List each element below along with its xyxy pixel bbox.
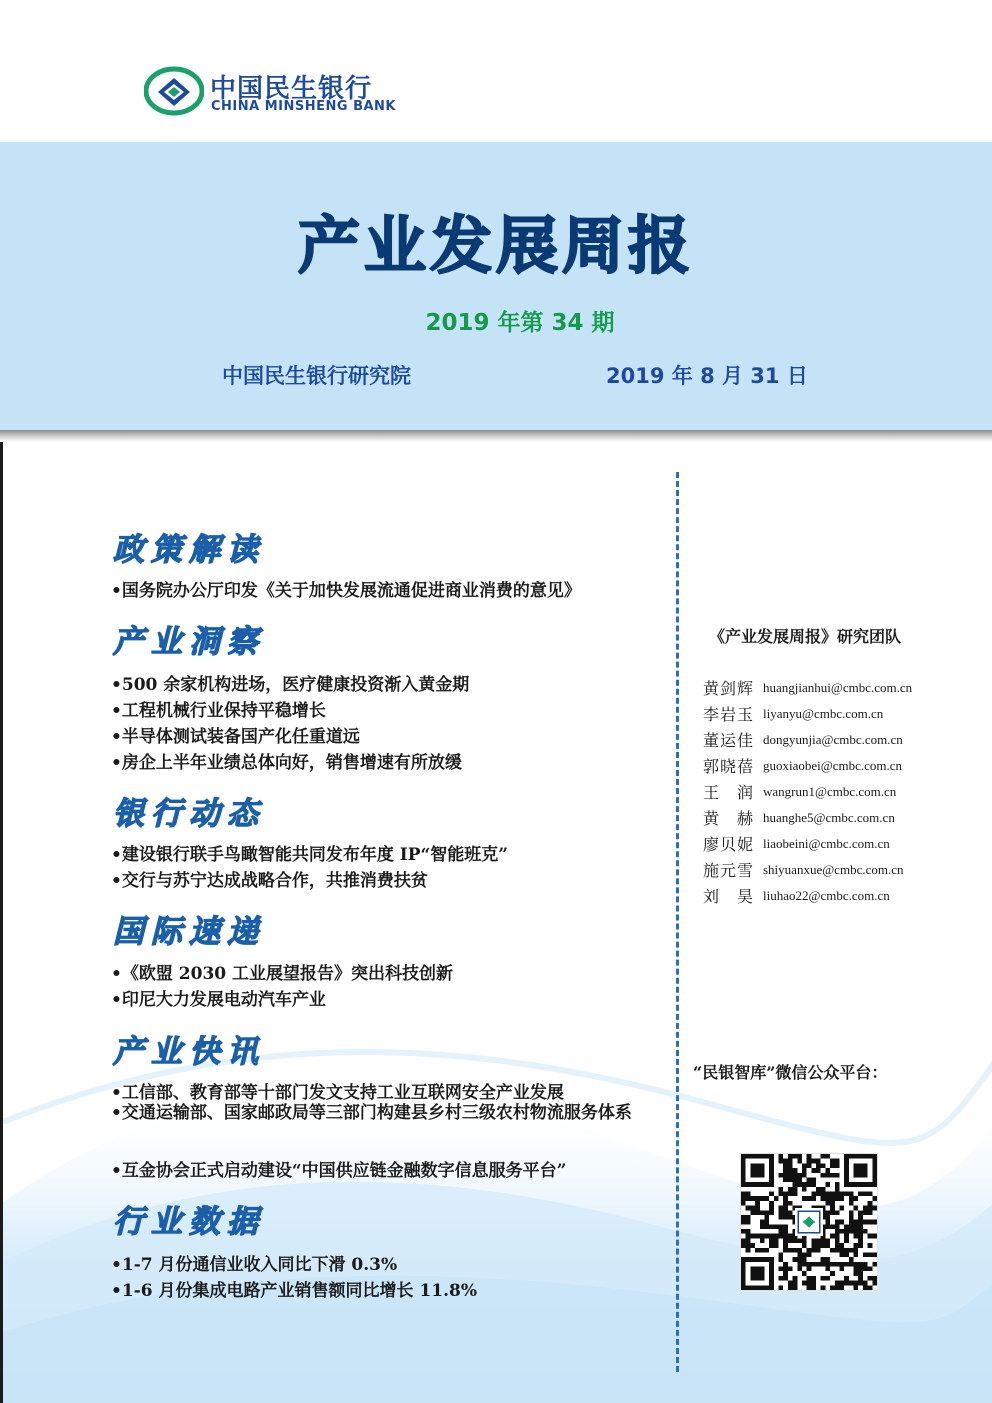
team-member bbox=[703, 884, 890, 906]
member-email[interactable]: liaobeini@cmbc.com.cn bbox=[763, 835, 890, 851]
member-email[interactable]: shiyuanxue@cmbc.com.cn bbox=[763, 861, 904, 877]
publish-date: 2019 年 8 月 31 日 bbox=[606, 364, 808, 388]
team-member bbox=[703, 728, 903, 750]
member-email[interactable]: guoxiaobei@cmbc.com.cn bbox=[763, 757, 903, 773]
list-item: •建设银行联手鸟瞰智能共同发布年度 IP“智能班克” bbox=[111, 845, 509, 865]
list-item: •1-6 月份集成电路产业销售额同比增长 11.8% bbox=[111, 1281, 477, 1301]
member-name: 王 润 bbox=[703, 783, 755, 802]
member-name: 郭晓蓓 bbox=[703, 757, 755, 776]
member-name: 黄 赫 bbox=[703, 809, 755, 828]
list-item: •《欧盟 2030 工业展望报告》突出科技创新 bbox=[111, 964, 454, 984]
member-name: 董运佳 bbox=[703, 731, 755, 750]
publisher-org: 中国民生银行研究院 bbox=[222, 364, 411, 388]
member-name: 刘 昊 bbox=[703, 887, 755, 906]
team-member bbox=[703, 702, 883, 724]
bank-name-en: CHINA MINSHENG BANK bbox=[211, 99, 396, 114]
member-email[interactable]: huangjianhui@cmbc.com.cn bbox=[763, 679, 913, 695]
list-item: •互金协会正式启动建设“中国供应链金融数字信息服务平台” bbox=[111, 1161, 567, 1181]
bank-logo bbox=[144, 66, 414, 116]
team-member bbox=[703, 806, 895, 828]
list-item: •1-7 月份通信业收入同比下滑 0.3% bbox=[111, 1255, 398, 1275]
section-title-international: 国际速递 bbox=[113, 914, 265, 950]
member-name: 施元雪 bbox=[703, 861, 755, 880]
list-item: •半导体测试装备国产化任重道远 bbox=[111, 727, 360, 747]
member-email[interactable]: dongyunjia@cmbc.com.cn bbox=[763, 731, 903, 747]
issue-number: 2019 年第 34 期 bbox=[425, 310, 615, 336]
section-title-bank: 银行动态 bbox=[113, 796, 265, 832]
member-email[interactable]: liyanyu@cmbc.com.cn bbox=[763, 705, 884, 721]
section-title-insight: 产业洞察 bbox=[113, 624, 265, 660]
list-item: •交通运输部、国家邮政局等三部门构建县乡村三级农村物流服务体系 bbox=[111, 1103, 632, 1123]
wechat-label: “民银智库”微信公众平台： bbox=[693, 1063, 888, 1082]
team-member bbox=[703, 754, 902, 776]
section-title-news: 产业快讯 bbox=[113, 1034, 265, 1070]
team-member bbox=[703, 832, 890, 854]
minsheng-logo-icon bbox=[144, 66, 204, 116]
section-title-policy: 政策解读 bbox=[113, 532, 265, 568]
title-banner bbox=[0, 142, 992, 430]
column-divider bbox=[676, 472, 679, 1372]
team-member bbox=[703, 676, 912, 698]
team-member bbox=[703, 780, 896, 802]
member-email[interactable]: wangrun1@cmbc.com.cn bbox=[763, 783, 897, 799]
list-item: •500 余家机构进场，医疗健康投资渐入黄金期 bbox=[111, 675, 470, 695]
member-email[interactable]: liuhao22@cmbc.com.cn bbox=[763, 887, 890, 903]
list-item: •印尼大力发展电动汽车产业 bbox=[111, 990, 326, 1010]
bank-name-cn: 中国民生银行 bbox=[210, 74, 373, 104]
list-item: •国务院办公厅印发《关于加快发展流通促进商业消费的意见》 bbox=[111, 581, 581, 601]
list-item: •交行与苏宁达成战略合作，共推消费扶贫 bbox=[111, 871, 428, 891]
section-title-data: 行业数据 bbox=[113, 1204, 265, 1240]
member-name: 李岩玉 bbox=[703, 705, 755, 724]
banner-divider bbox=[0, 430, 992, 442]
report-title: 产业发展周报 bbox=[297, 209, 694, 282]
member-email[interactable]: huanghe5@cmbc.com.cn bbox=[763, 809, 895, 825]
team-title: 《产业发展周报》研究团队 bbox=[709, 627, 902, 646]
list-item: •工程机械行业保持平稳增长 bbox=[111, 701, 326, 721]
top-header bbox=[0, 0, 992, 142]
list-item: •工信部、教育部等十部门发文支持工业互联网安全产业发展 bbox=[111, 1083, 564, 1103]
member-name: 廖贝妮 bbox=[703, 835, 755, 854]
member-name: 黄剑辉 bbox=[703, 679, 755, 698]
team-member bbox=[703, 858, 904, 880]
wechat-qr-code-icon[interactable] bbox=[741, 1154, 877, 1290]
report-body bbox=[0, 442, 992, 1403]
list-item: •房企上半年业绩总体向好，销售增速有所放缓 bbox=[111, 753, 462, 773]
